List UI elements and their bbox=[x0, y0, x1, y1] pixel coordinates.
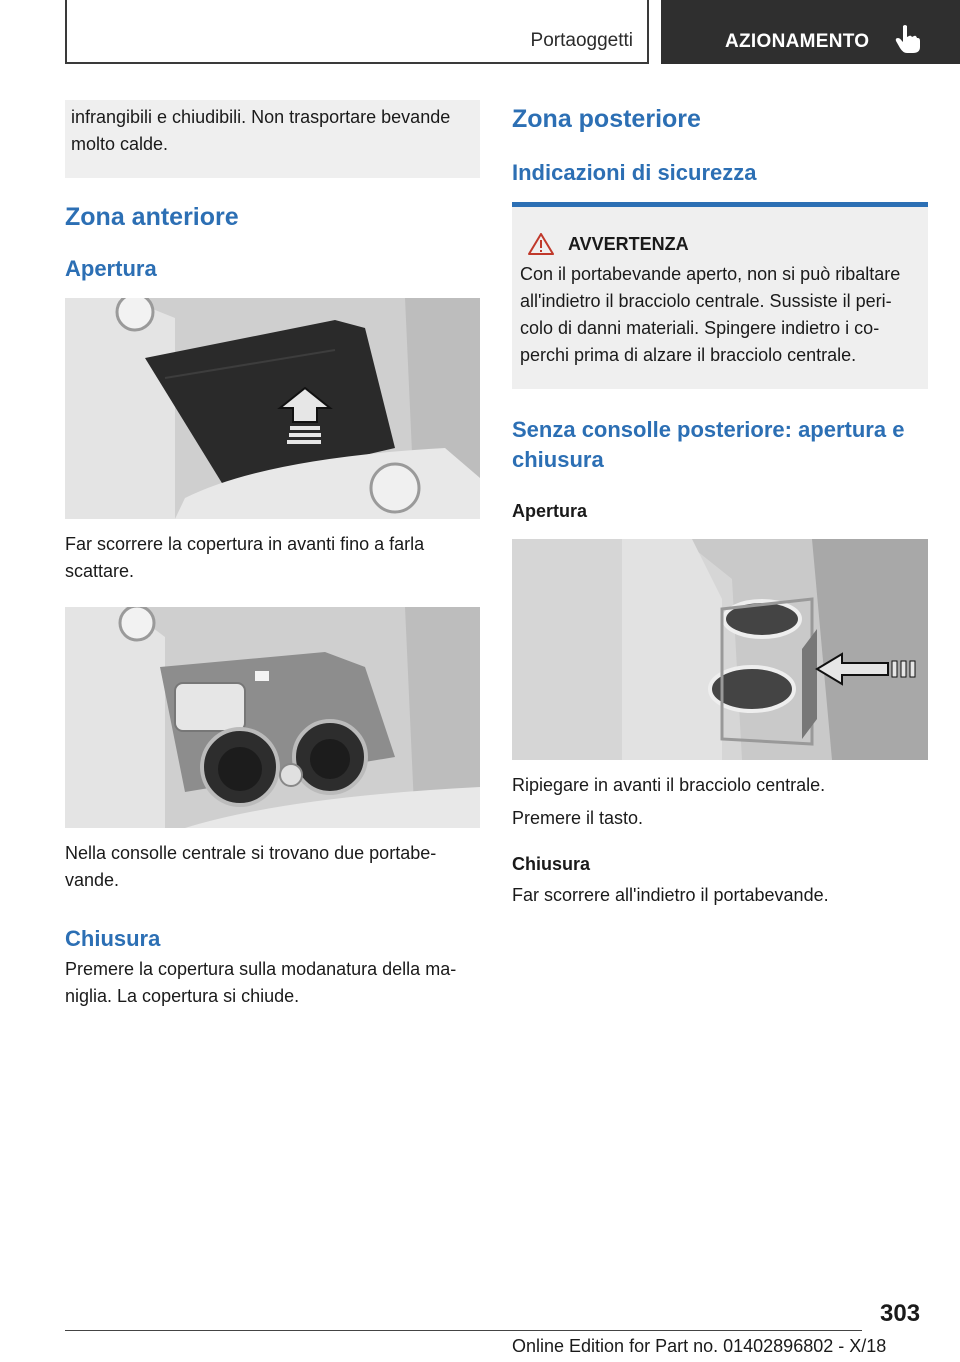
subheading-opening: Apertura bbox=[65, 256, 157, 281]
warning-box bbox=[512, 207, 928, 389]
warning-triangle-icon bbox=[528, 233, 554, 255]
warning-label: AVVERTENZA bbox=[568, 233, 689, 254]
continued-note bbox=[65, 100, 480, 178]
step-press-button: Premere il tasto. bbox=[512, 808, 644, 828]
footer-divider bbox=[65, 1330, 862, 1331]
rear-closing-instructions: Far scorrere all'indietro il portabevande. bbox=[512, 885, 829, 905]
closing-instructions: Premere la copertura sulla modanatura della ma-niglia. La copertura si chiude. bbox=[65, 959, 457, 1006]
subheading-no-rear-console: Senza consolle posteriore: apertura e chiusura bbox=[512, 417, 905, 472]
figure-console-cover bbox=[65, 298, 480, 519]
caption-open-front: Far scorrere la copertura in avanti fino a farla scattare. bbox=[65, 534, 425, 581]
subheading-safety: Indicazioni di sicurezza bbox=[512, 160, 757, 185]
pointing-hand-icon bbox=[895, 24, 921, 54]
footer-edition: Online Edition for Part no. 01402896802 - X/18 bbox=[512, 1336, 887, 1356]
figure-rear-cupholder bbox=[512, 539, 928, 760]
step-fold-armrest: Ripiegare in avanti il bracciolo centrale. bbox=[512, 775, 826, 795]
subheading-closing: Chiusura bbox=[65, 926, 161, 951]
header-chapter-tab bbox=[661, 0, 960, 64]
header-section-box bbox=[65, 0, 649, 64]
section-title-rear: Zona posteriore bbox=[512, 105, 701, 133]
left-column bbox=[65, 100, 480, 1010]
subheading-rear-closing: Chiusura bbox=[512, 854, 591, 874]
continued-note-text: infrangibili e chiudibili. Non trasportare bevande molto calde. bbox=[71, 107, 451, 154]
warning-text: Con il portabevande aperto, non si può ribaltare all'indietro il bracciolo centrale. Sussiste il peri-colo di danni materiali. Spingere indietro i co-perchi prima di alzare il bracciolo centrale. bbox=[520, 264, 901, 365]
caption-cupholders: Nella consolle centrale si trovano due portabe-vande. bbox=[65, 843, 437, 890]
right-column bbox=[512, 100, 928, 909]
figure-front-cupholders bbox=[65, 607, 480, 828]
header-section-title: Portaoggetti bbox=[530, 30, 633, 51]
header-chapter-label: AZIONAMENTO bbox=[725, 31, 870, 52]
subheading-rear-opening: Apertura bbox=[512, 501, 588, 521]
section-title-front: Zona anteriore bbox=[65, 203, 239, 231]
page-number: 303 bbox=[880, 1300, 921, 1327]
